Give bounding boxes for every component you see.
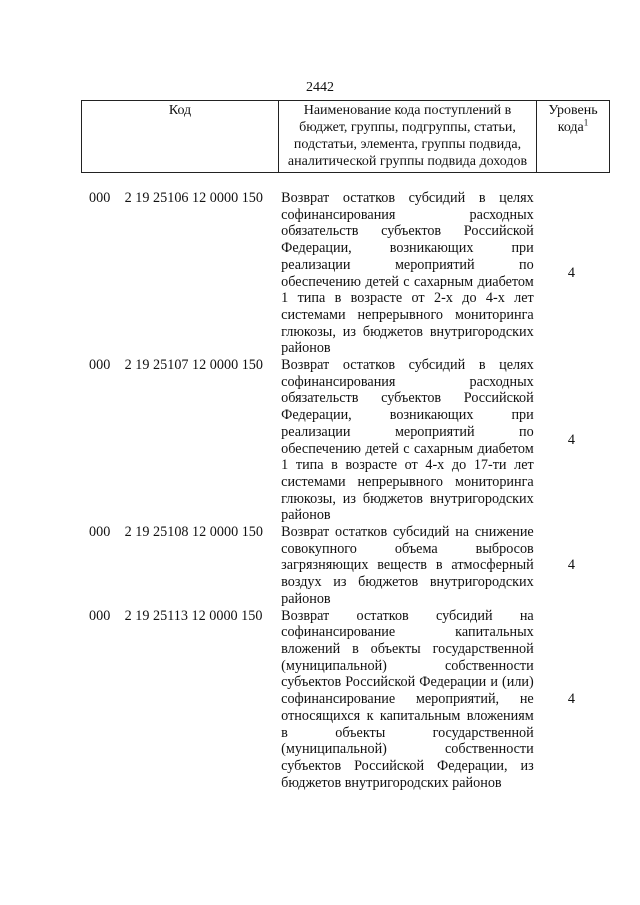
row-name: Возврат остатков субсидий в целях софинансирования расходных обязательств субъектов Российской Федерации, возникающих при реализации мероприятий по обеспечению детей с сахарным диабетом 1 типа в возрасте от 2-х до 4-х лет системами непрерывного мониторинга глюкозы, из бюджетов внутригородских районов (281, 190, 534, 357)
header-code: Код (82, 101, 279, 173)
header-level-label: Уровень кода (548, 103, 598, 135)
header-name: Наименование кода поступлений в бюджет, группы, подгруппы, статьи, подстатьи, элемента, группы подвида, аналитической группы подвида доходов (279, 101, 537, 173)
row-code: 2 19 25108 12 0000 150 (124, 524, 263, 541)
header-level-footnote: 1 (583, 117, 589, 128)
table-row (81, 357, 609, 524)
row-level-value: 4 (567, 432, 575, 449)
table-row (81, 190, 609, 357)
table-row (81, 608, 609, 792)
row-level-value: 4 (567, 691, 575, 708)
row-code: 2 19 25113 12 0000 150 (124, 607, 263, 624)
row-name: Возврат остатков субсидий на снижение совокупного объема выбросов загрязняющих веществ в атмосферный воздух из бюджетов внутригородских районов (281, 524, 534, 607)
table-row (81, 524, 609, 608)
row-admin-code: 000 (89, 607, 111, 624)
row-level-value: 4 (567, 557, 575, 574)
row-level (534, 524, 609, 608)
header-level (537, 101, 610, 173)
row-name: Возврат остатков субсидий в целях софинансирования расходных обязательств субъектов Российской Федерации, возникающих при реализации мероприятий по обеспечению детей с сахарным диабетом 1 типа в возрасте от 4-х до 17-ти лет системами непрерывного мониторинга глюкозы, из бюджетов внутригородских районов (281, 357, 534, 524)
row-level (534, 357, 609, 524)
row-admin-code: 000 (89, 357, 111, 374)
table-body (81, 190, 609, 791)
row-admin-code: 000 (89, 190, 111, 206)
table-header (81, 100, 610, 173)
row-level (534, 190, 609, 357)
row-level (534, 608, 609, 792)
row-code: 2 19 25106 12 0000 150 (124, 190, 263, 206)
page-number: 2442 (306, 80, 334, 95)
row-level-value: 4 (567, 265, 575, 282)
row-admin-code: 000 (89, 524, 111, 541)
row-code: 2 19 25107 12 0000 150 (124, 357, 263, 374)
row-name: Возврат остатков субсидий на софинансирование капитальных вложений в объекты государственной (муниципальной) собственности субъектов Российской Федерации и (или) софинансирование мероприятий, не относящихся к капитальным вложениям в объекты государственной (муниципальной) собственности субъектов Российской Федерации, из бюджетов внутригородских районов (281, 607, 534, 791)
